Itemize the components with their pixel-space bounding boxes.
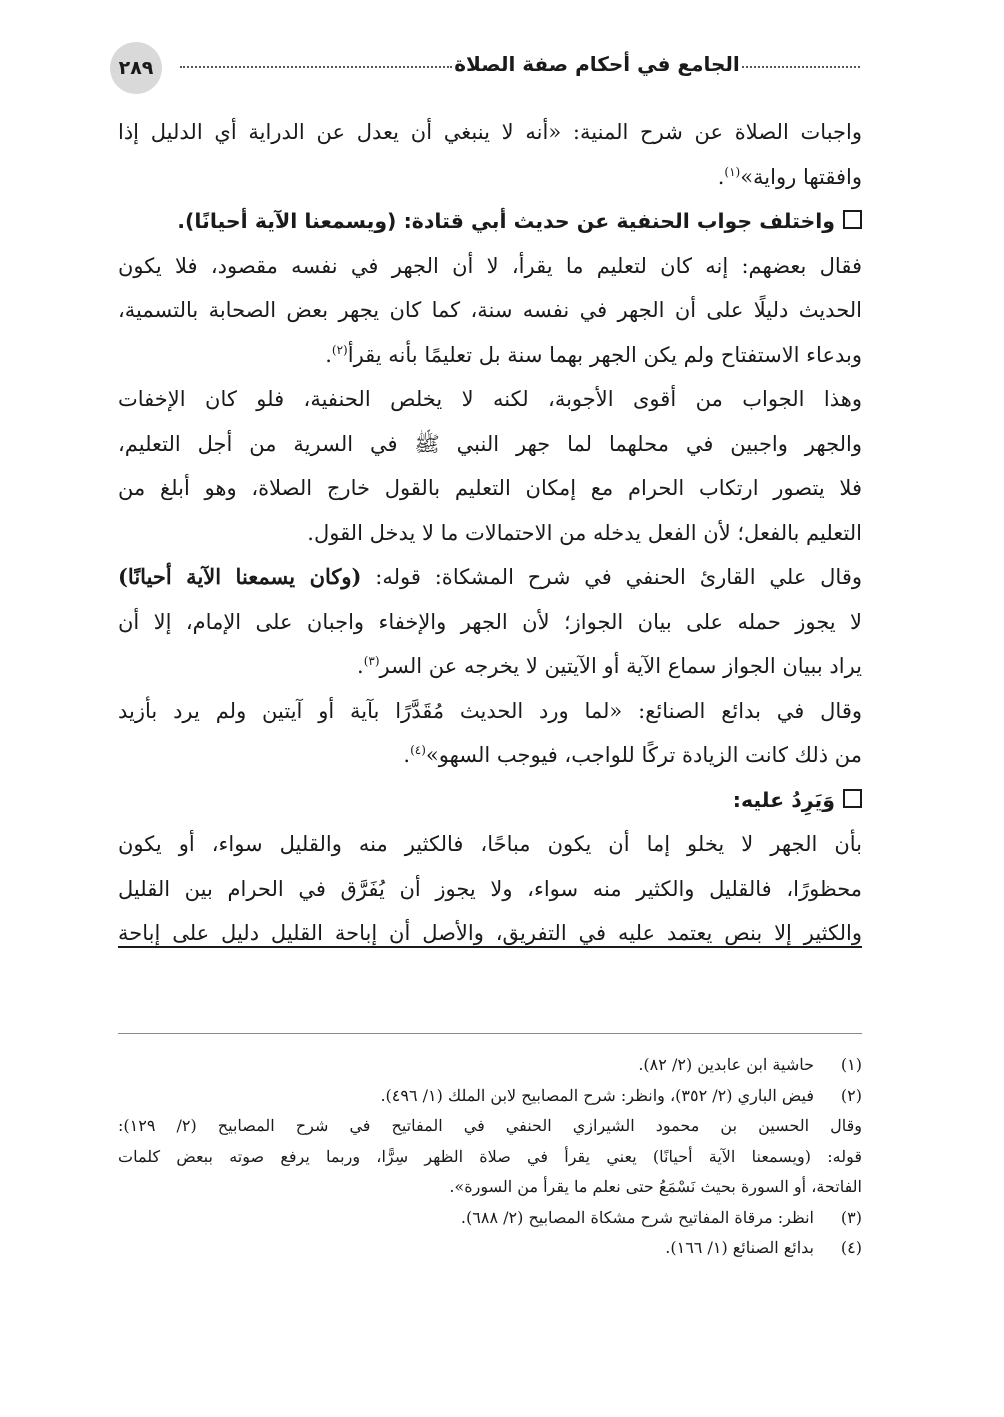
text-span: يراد ببيان الجواز سماع الآية أو الآيتين لا يخرجه عن السر [379,654,862,678]
footnote-continuation: وقال الحسين بن محمود الشيرازي الحنفي في المفاتيح في شرح المصابيح (٢/ ١٢٩): [118,1116,862,1135]
text-line [118,733,862,778]
text-line: واجبات الصلاة عن شرح المنية: «أنه لا ينبغي أن يعدل عن الدراية أي الدليل إذا [118,120,862,144]
main-text [118,110,862,956]
footnote-number: (٤) [840,1238,862,1257]
text-line: فلا يتصور ارتكاب الحرام مع إمكان التعليم بالقول خارج الصلاة، وهو أبلغ من [118,476,862,500]
text-span: من ذلك كانت الزيادة تركًا للواجب، فيوجب السهو» [425,743,862,767]
footnote-number: (١) [840,1055,862,1074]
text-line: الحديث دليلًا على أن الجهر في نفسه سنة، كما كان يجهر بعض الصحابة بالتسمية، [118,298,862,322]
text-line: فقال بعضهم: إنه كان لتعليم ما يقرأ، لا أن الجهر في نفسه مقصود، فلا يكون [118,253,862,278]
text-span: . [717,164,725,189]
footnote-ref-3: (٣) [363,654,380,668]
quoted-hadith: (وكان يسمعنا الآية أحيانًا) [118,564,362,589]
text-line: والكثير إلا بنص يعتمد عليه في التفريق، والأصل أن إباحة القليل دليل على إباحة [118,921,862,945]
footnote-ref-1: (١) [724,164,741,179]
footnote-text: بدائع الصنائع (١/ ١٦٦). [665,1238,814,1257]
header-dotted-leader-left [180,66,452,68]
footnotes [118,1050,862,1264]
text-line: لا يجوز حمله على بيان الجواز؛ لأن الجهر والإخفاء واجبان على الإمام، إلا أن [118,609,862,634]
footnote-text: فيض الباري (٢/ ٣٥٢)، وانظر: شرح المصابيح لابن الملك (١/ ٤٩٦). [380,1085,814,1105]
footnote-number: (٢) [840,1085,862,1105]
text-span: . [325,342,332,367]
footnote-text: انظر: مرقاة المفاتيح شرح مشكاة المصابيح (٢/ ٦٨٨). [460,1207,814,1227]
footnote-ref-2: (٢) [331,342,348,357]
section-heading [118,778,862,823]
header-dotted-leader-right [742,66,860,68]
square-box-icon [843,210,862,229]
heading-text: وَيَرِدُ عليه: [732,787,835,812]
footnote-continuation: قوله: (ويسمعنا الآية أحيانًا) يعني يقرأ في صلاة الظهر سِرًّا، وربما يرفع صوته ببعض كلمات [118,1146,862,1166]
footnote-item [118,1233,862,1264]
page-number: ٢٨٩ [110,42,162,94]
text-line: محظورًا، فالقليل والكثير منه سواء، ولا يجوز أن يُفَرَّق في الحرام بين القليل [118,876,862,901]
text-span: وبدعاء الاستفتاح ولم يكن الجهر بهما سنة بل تعليمًا بأنه يقرأ [347,342,862,367]
text-span: . [403,743,411,767]
heading-text: واختلف جواب الحنفية عن حديث أبي قتادة: (ويسمعنا الآية أحيانًا). [177,209,835,233]
text-line: التعليم بالفعل؛ لأن الفعل يدخله من الاحتمالات ما لا يدخل القول. [307,520,862,545]
running-title: الجامع في أحكام صفة الصلاة [454,52,740,76]
footnote-number: (٣) [840,1207,862,1227]
text-line [118,155,862,200]
page-header [110,42,860,106]
text-line [118,555,862,600]
text-line [118,333,862,378]
footnote-item [118,1050,862,1081]
text-span: . [357,654,364,678]
section-heading [118,199,862,244]
text-span: وقال علي القارئ الحنفي في شرح المشكاة: قوله: [361,565,862,589]
text-line: وقال في بدائع الصنائع: «لما ورد الحديث مُقَدَّرًا بآية أو آيتين ولم يرد بأزيد [118,698,862,723]
text-line: وهذا الجواب من أقوى الأجوبة، لكنه لا يخلص الحنفية، فلو كان الإخفات [118,387,862,411]
text-line [118,644,862,689]
text-line: والجهر واجبين في محلهما لما جهر النبي ﷺ في السرية من أجل التعليم، [118,431,862,456]
footnote-continuation: الفاتحة، أو السورة بحيث نَسْمَعُ حتى نعلم ما يقرأ من السورة». [449,1177,862,1196]
text-span: وافقتها رواية» [740,164,862,189]
square-box-icon [843,789,862,808]
footnote-divider [118,1033,862,1034]
footnote-item [118,1081,862,1112]
text-line: بأن الجهر لا يخلو إما أن يكون مباحًا، فالكثير منه والقليل سواء، أو يكون [118,832,862,856]
footnote-ref-4: (٤) [410,743,426,757]
footnote-text: حاشية ابن عابدين (٢/ ٨٢). [638,1055,814,1074]
footnote-item [118,1203,862,1234]
